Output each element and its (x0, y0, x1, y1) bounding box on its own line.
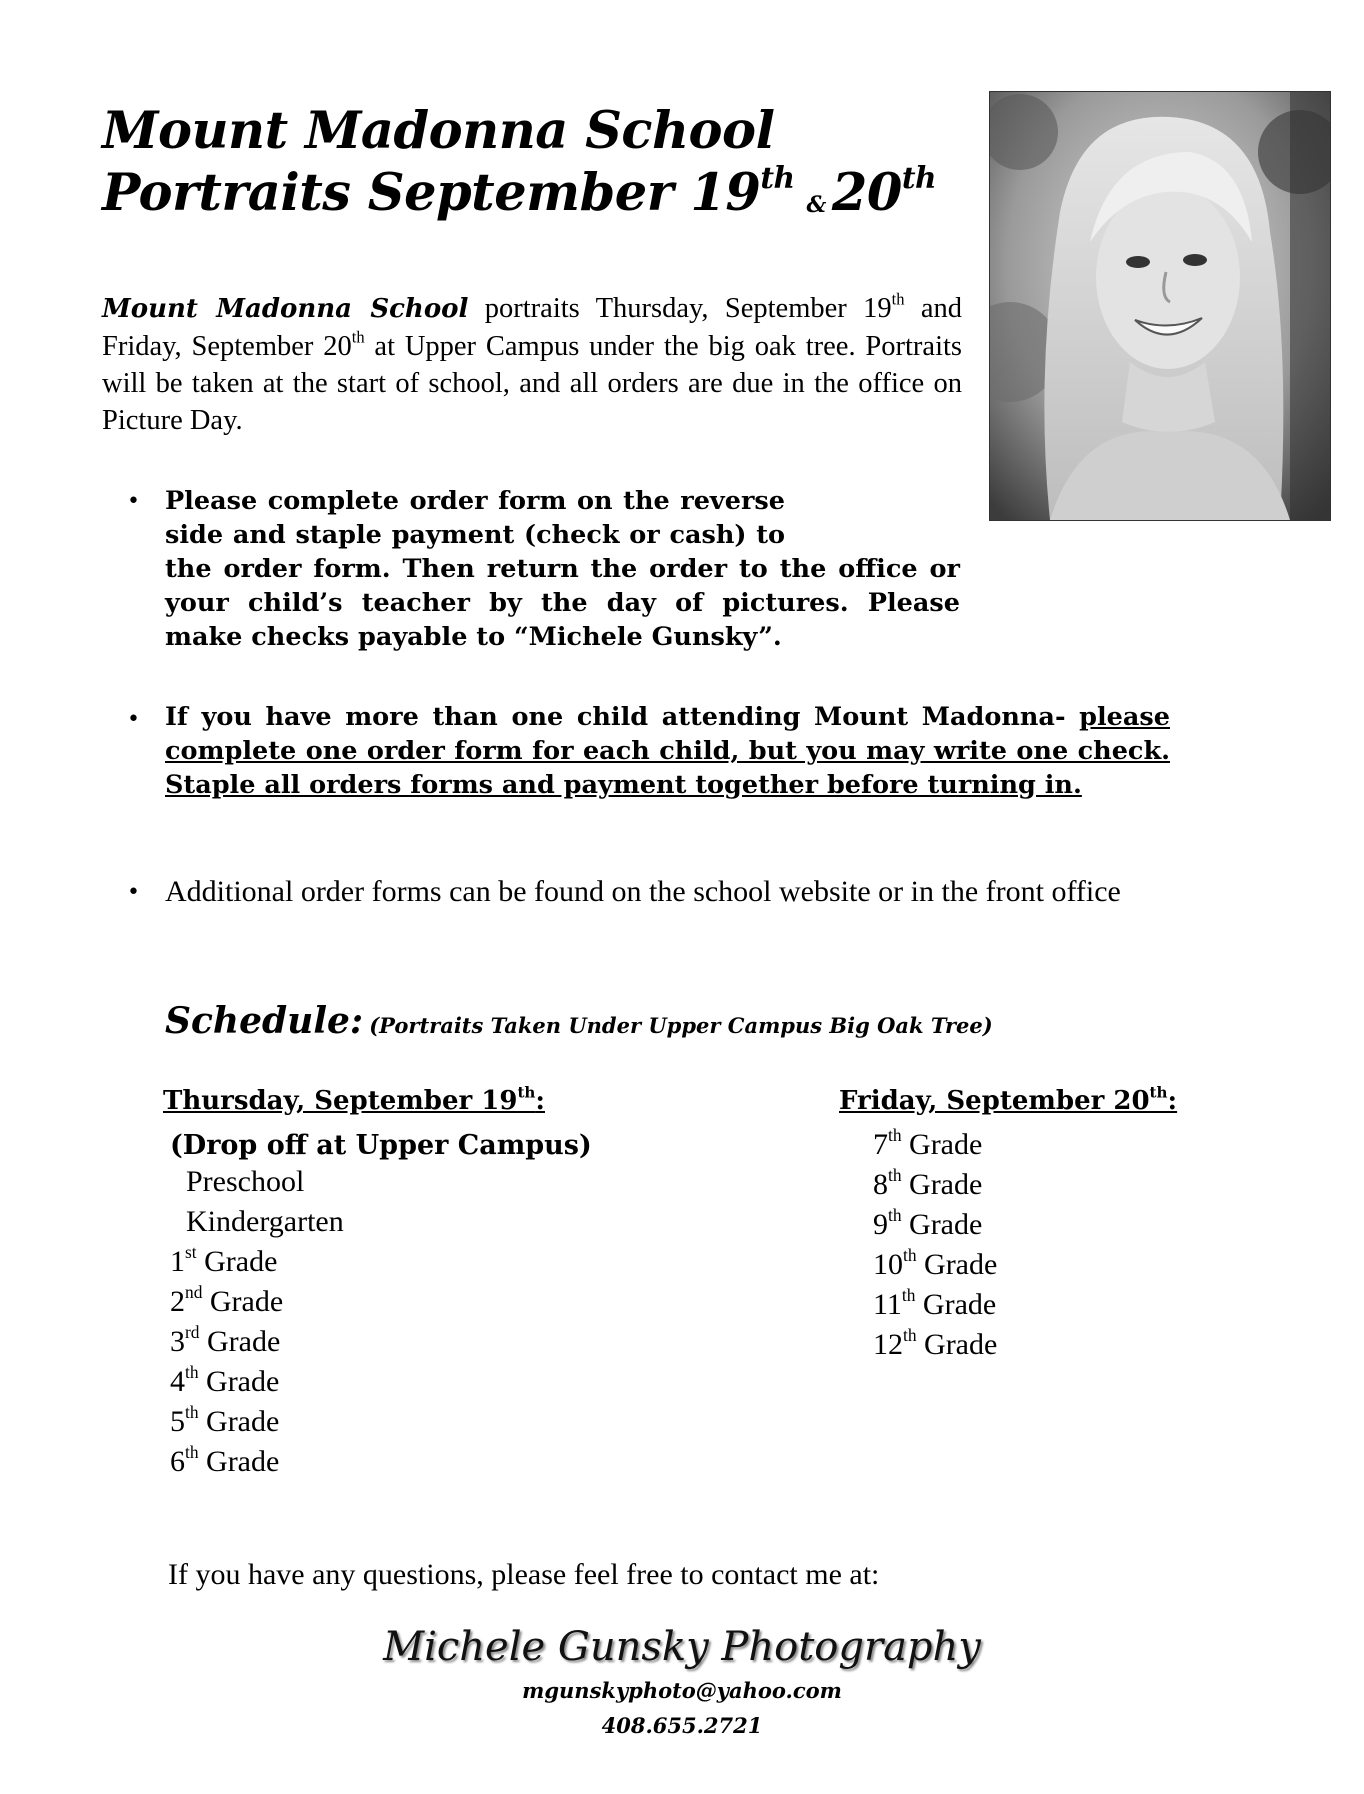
thursday-heading (163, 1083, 545, 1116)
bullet-marker-2: • (127, 707, 140, 732)
grade-label: Grade (915, 1288, 997, 1321)
grade-ordinal-suffix: nd (185, 1281, 203, 1302)
grade-number: 6 (170, 1445, 185, 1478)
bullet-1-text (165, 484, 960, 654)
portrait-illustration (990, 92, 1330, 520)
business-signature: Michele Gunsky Photography (383, 1624, 981, 1670)
grade-list-item (170, 1322, 344, 1362)
grade-ordinal-suffix: th (185, 1361, 199, 1382)
bullet-marker-3: • (127, 880, 140, 905)
grade-ordinal-suffix: rd (185, 1321, 200, 1342)
bullet-marker-1: • (127, 489, 140, 514)
friday-heading-colon: : (1167, 1086, 1178, 1116)
grade-ordinal-suffix: th (903, 1324, 917, 1345)
thursday-heading-sup: th (517, 1083, 536, 1102)
grade-number: 1 (170, 1245, 185, 1278)
title-line-2-text: Portraits September 19 (102, 163, 761, 223)
grade-label: Grade (916, 1328, 998, 1361)
bullet-2-text (165, 700, 1170, 802)
bullet-2-plain: If you have more than one child attending Mount Madonna- (165, 702, 1066, 732)
grade-list-item (873, 1125, 997, 1165)
grade-ordinal-suffix: th (901, 1284, 916, 1305)
title-ampersand: & (806, 192, 826, 218)
intro-text-3: at Upper Campus under the big oak tree. Portraits will be taken at the start of school, and all orders are due in the office on Picture Day. (102, 331, 962, 436)
grade-list-item (170, 1202, 344, 1242)
grade-number: 11 (873, 1288, 902, 1321)
contact-prompt: If you have any questions, please feel free to contact me at: (168, 1558, 880, 1591)
grade-label: Grade (901, 1208, 983, 1241)
grade-label: Grade (196, 1245, 278, 1278)
thursday-heading-text: Thursday, September 19 (163, 1086, 518, 1116)
grade-label: Grade (202, 1285, 284, 1318)
grade-label: Grade (901, 1168, 983, 1201)
schedule-heading (165, 1000, 993, 1042)
title-sup-1: th (760, 159, 795, 195)
friday-grade-list (873, 1125, 997, 1365)
intro-text-2: and Friday, September 20 (102, 293, 962, 362)
grade-label: Grade (916, 1248, 998, 1281)
title-line-2 (102, 159, 982, 236)
grade-ordinal-suffix: st (185, 1241, 197, 1262)
intro-text-1: portraits Thursday, September 19 (468, 293, 892, 324)
friday-heading-text: Friday, September 20 (839, 1086, 1150, 1116)
grade-number: 9 (873, 1208, 888, 1241)
grade-list-item (170, 1402, 344, 1442)
grade-list-item (873, 1245, 997, 1285)
grade-number: 10 (873, 1248, 903, 1281)
grade-list-item (873, 1325, 997, 1365)
grade-number: 7 (873, 1128, 888, 1161)
grade-ordinal-suffix: th (185, 1401, 199, 1422)
title-num-2: 20 (831, 163, 902, 223)
grade-list-item (170, 1282, 344, 1322)
title-sup-2: th (901, 159, 937, 195)
portrait-photo (989, 91, 1331, 521)
contact-email[interactable]: mgunskyphoto@yahoo.com (522, 1678, 842, 1703)
contact-phone[interactable]: 408.655.2721 (601, 1713, 763, 1738)
grade-list-item (873, 1205, 997, 1245)
grade-list-item (170, 1442, 344, 1482)
grade-number: 3 (170, 1325, 185, 1358)
grade-number: 5 (170, 1405, 185, 1438)
page-title (102, 100, 982, 236)
friday-heading-sup: th (1149, 1083, 1168, 1102)
schedule-title: Schedule: (165, 1000, 364, 1042)
photo-wrap-spacer (785, 484, 960, 552)
intro-sup-1: th (891, 289, 905, 309)
grade-ordinal-suffix: th (185, 1441, 199, 1462)
grade-number: 12 (873, 1328, 903, 1361)
intro-school-name: Mount Madonna School (102, 294, 469, 324)
grade-number: Preschool (186, 1165, 305, 1198)
grade-list-item (170, 1362, 344, 1402)
intro-paragraph (102, 290, 962, 439)
grade-list-item (170, 1162, 344, 1202)
thursday-heading-colon: : (535, 1086, 545, 1116)
grade-label: Grade (199, 1325, 281, 1358)
bullet-3-text: Additional order forms can be found on the school website or in the front office (165, 875, 1121, 908)
grade-number: 2 (170, 1285, 185, 1318)
grade-label: Grade (198, 1445, 280, 1478)
grade-number: 8 (873, 1168, 888, 1201)
thursday-drop-note: (Drop off at Upper Campus) (170, 1130, 592, 1161)
title-line-1: Mount Madonna School (102, 101, 775, 161)
grade-ordinal-suffix: th (888, 1164, 902, 1185)
bullet-1-content: Please complete order form on the reverse side and staple payment (check or cash) to the order form. Then return the order to the office or your child’s teacher by the day of pictures. Please make checks payable to “Michele Gunsky”. (165, 486, 960, 652)
grade-ordinal-suffix: th (888, 1204, 902, 1225)
intro-sup-2: th (351, 327, 365, 347)
thursday-grade-list (170, 1162, 344, 1482)
grade-label: Grade (198, 1365, 280, 1398)
grade-ordinal-suffix: th (903, 1244, 917, 1265)
schedule-subtitle: (Portraits Taken Under Upper Campus Big Oak Tree) (369, 1013, 993, 1038)
grade-list-item (873, 1165, 997, 1205)
friday-heading (839, 1083, 1178, 1116)
grade-label: Grade (198, 1405, 280, 1438)
bullet-2-underlined: please complete one order form for each child, but you may write one check. Staple all orders forms and payment together before turning in. (165, 702, 1170, 800)
grade-list-item (873, 1285, 997, 1325)
grade-number: 4 (170, 1365, 185, 1398)
grade-number: Kindergarten (186, 1205, 344, 1238)
grade-label: Grade (901, 1128, 983, 1161)
grade-ordinal-suffix: th (888, 1124, 902, 1145)
grade-list-item (170, 1242, 344, 1282)
